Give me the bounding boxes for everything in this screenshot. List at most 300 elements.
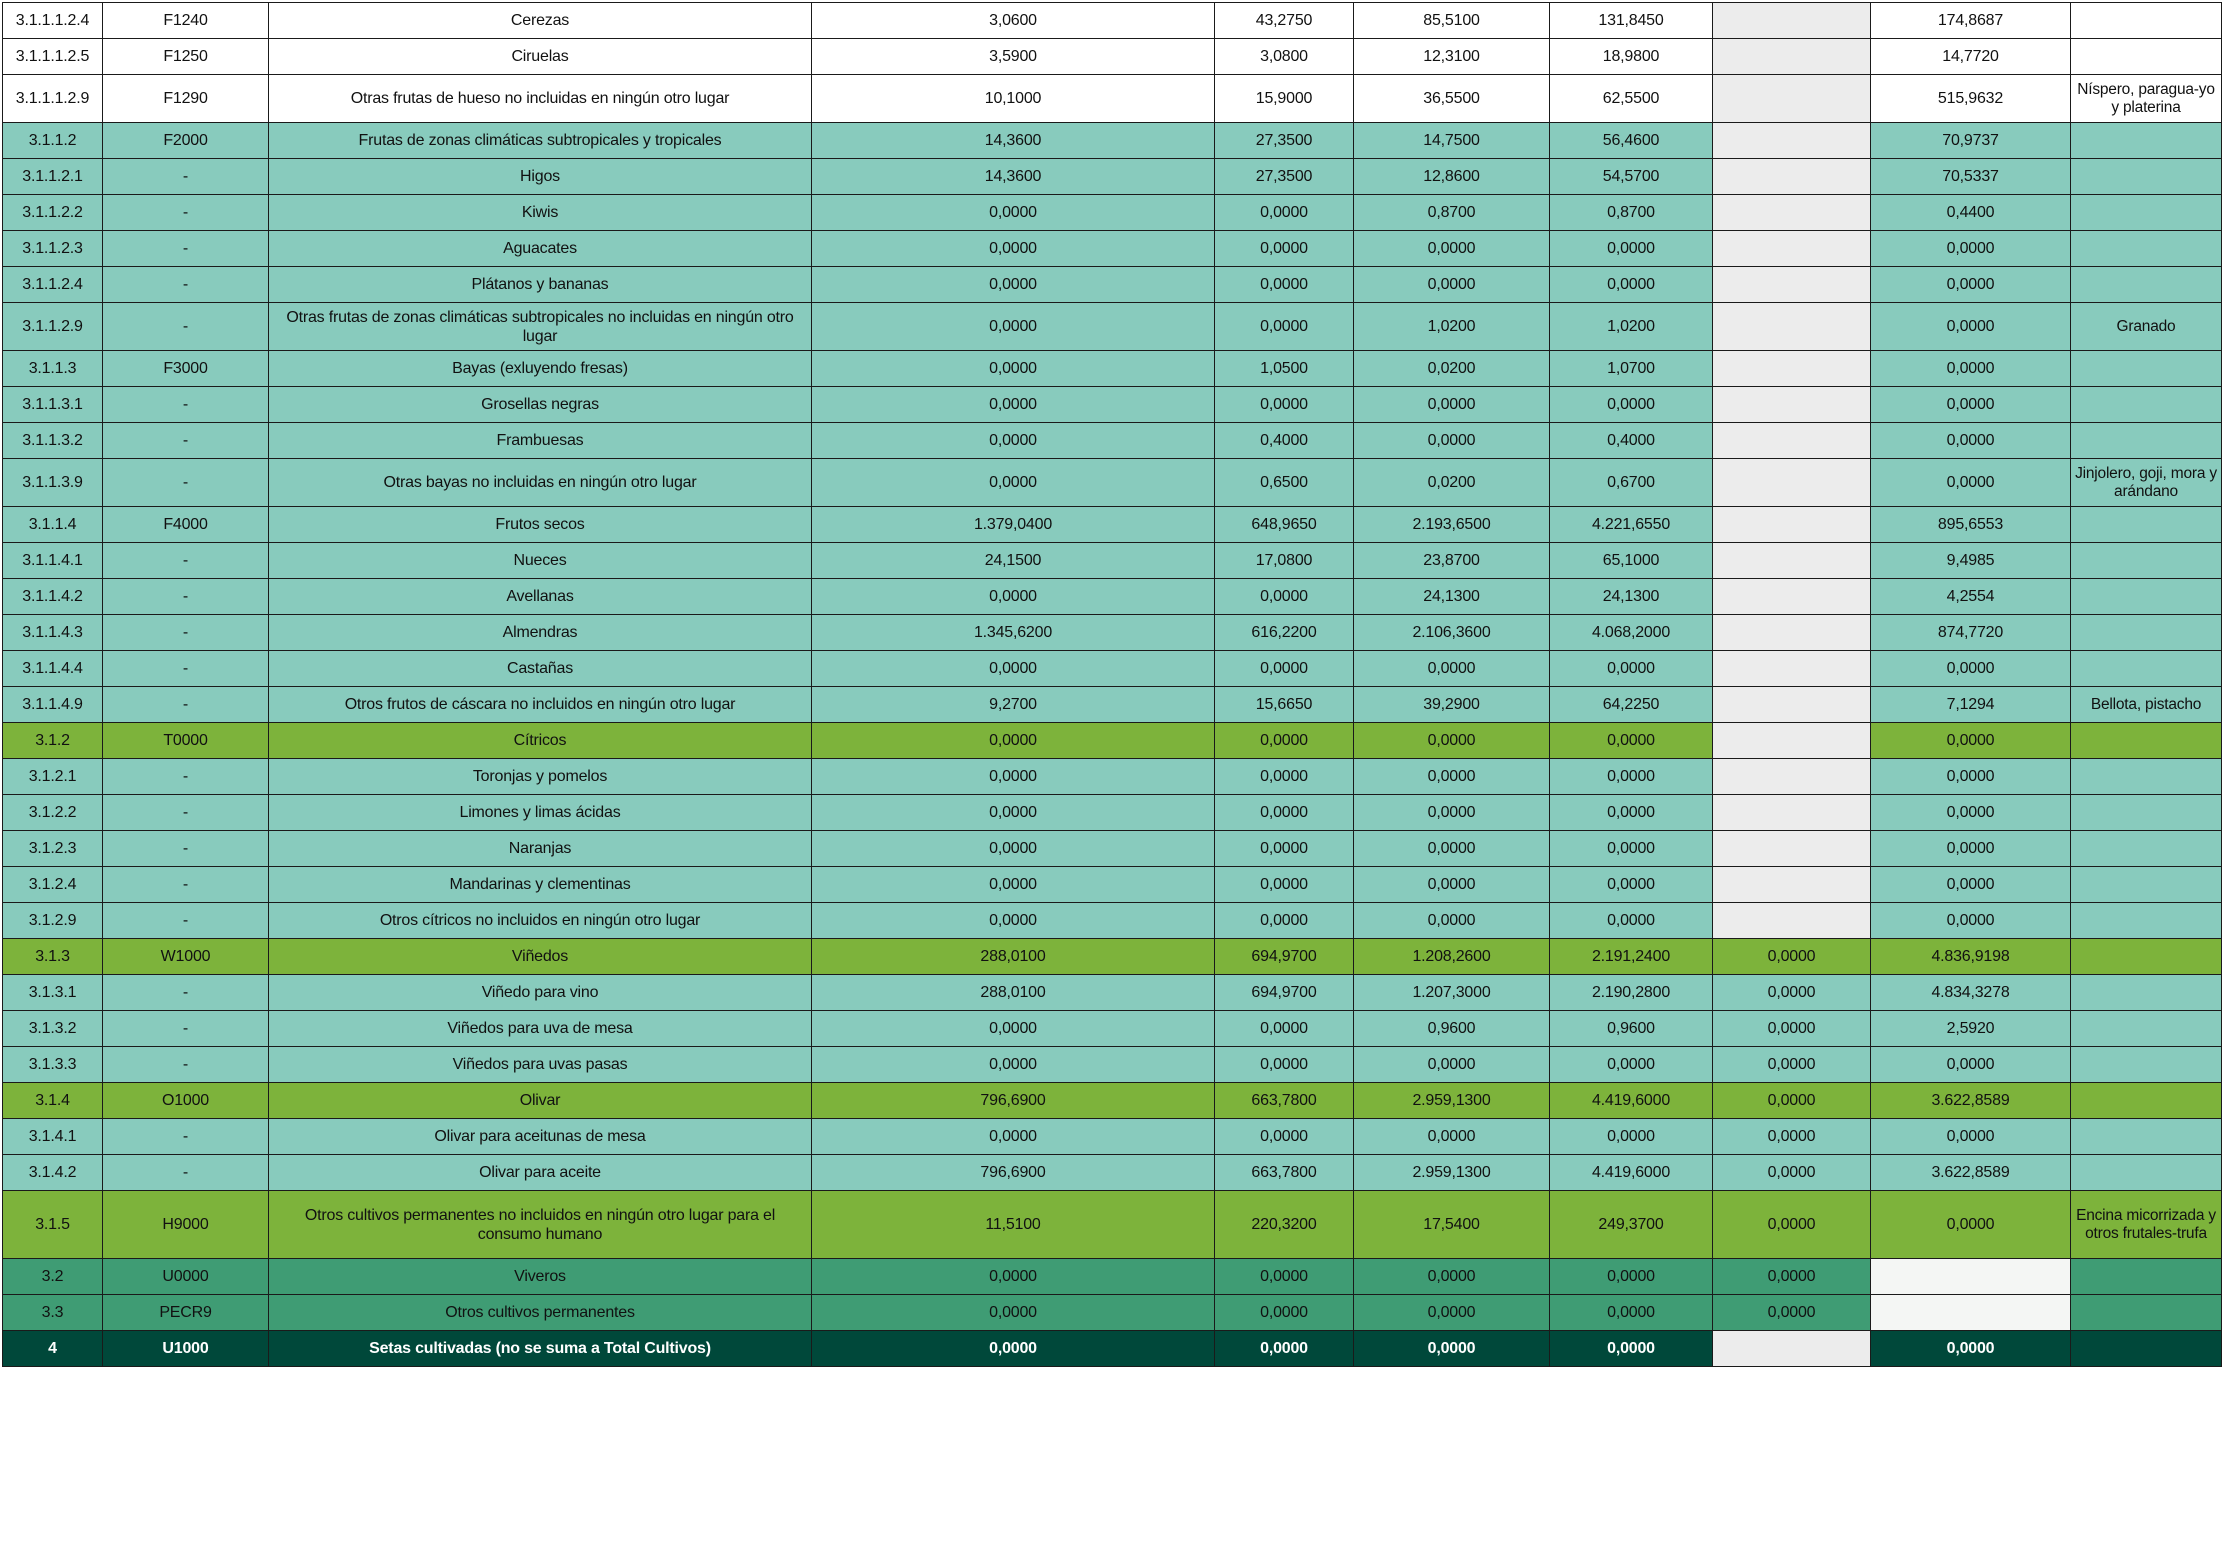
code-cell: 3.1.1.2.2 [3, 195, 103, 231]
observations-cell [2071, 543, 2222, 579]
table-row [3, 831, 2222, 867]
value-col-5-cell [1713, 759, 1871, 795]
value-col-4-cell: 1,0700 [1550, 351, 1713, 387]
table-row [3, 459, 2222, 507]
value-col-3-cell: 0,0000 [1354, 723, 1550, 759]
value-col-3-cell: 0,0000 [1354, 1259, 1550, 1295]
value-col-5-cell: 0,0000 [1713, 1047, 1871, 1083]
value-col-5-cell [1713, 75, 1871, 123]
description-cell: Cerezas [269, 3, 812, 39]
value-col-5-cell [1713, 423, 1871, 459]
value-col-6-cell: 874,7720 [1871, 615, 2071, 651]
value-col-1-cell: 0,0000 [812, 423, 1215, 459]
value-col-6-cell: 4.834,3278 [1871, 975, 2071, 1011]
value-col-2-cell: 0,0000 [1215, 1047, 1354, 1083]
description-cell: Plátanos y bananas [269, 267, 812, 303]
description-cell: Otras bayas no incluidas en ningún otro lugar [269, 459, 812, 507]
table-row [3, 387, 2222, 423]
description-cell: Avellanas [269, 579, 812, 615]
value-col-3-cell: 0,0200 [1354, 459, 1550, 507]
observations-cell [2071, 1119, 2222, 1155]
code-cell: 3.1.4.1 [3, 1119, 103, 1155]
code-cell: 3.1.2.2 [3, 795, 103, 831]
table-row [3, 1083, 2222, 1119]
description-cell: Higos [269, 159, 812, 195]
description-cell: Otras frutas de zonas climáticas subtropicales no incluidas en ningún otro lugar [269, 303, 812, 351]
observations-cell [2071, 975, 2222, 1011]
value-col-4-cell: 0,0000 [1550, 831, 1713, 867]
reference-cell: F4000 [103, 507, 269, 543]
reference-cell: H9000 [103, 1191, 269, 1259]
table-row [3, 723, 2222, 759]
value-col-6-cell: 0,0000 [1871, 387, 2071, 423]
value-col-3-cell: 39,2900 [1354, 687, 1550, 723]
value-col-2-cell: 3,0800 [1215, 39, 1354, 75]
value-col-2-cell: 0,0000 [1215, 1259, 1354, 1295]
value-col-2-cell: 694,9700 [1215, 975, 1354, 1011]
value-col-2-cell: 0,0000 [1215, 831, 1354, 867]
table-row [3, 1331, 2222, 1367]
code-cell: 3.1.1.3 [3, 351, 103, 387]
value-col-1-cell: 0,0000 [812, 1011, 1215, 1047]
reference-cell: PECR9 [103, 1295, 269, 1331]
code-cell: 3.1.1.3.2 [3, 423, 103, 459]
value-col-1-cell: 1.345,6200 [812, 615, 1215, 651]
table-row [3, 507, 2222, 543]
description-cell: Otros cítricos no incluidos en ningún otro lugar [269, 903, 812, 939]
reference-cell: - [103, 579, 269, 615]
observations-cell [2071, 39, 2222, 75]
value-col-6-cell [1871, 1259, 2071, 1295]
code-cell: 3.1.1.2.1 [3, 159, 103, 195]
value-col-6-cell: 0,0000 [1871, 351, 2071, 387]
description-cell: Setas cultivadas (no se suma a Total Cultivos) [269, 1331, 812, 1367]
observations-cell [2071, 579, 2222, 615]
table-row [3, 1047, 2222, 1083]
value-col-1-cell: 0,0000 [812, 831, 1215, 867]
value-col-5-cell [1713, 723, 1871, 759]
value-col-6-cell: 0,0000 [1871, 1331, 2071, 1367]
table-row [3, 579, 2222, 615]
value-col-6-cell: 70,9737 [1871, 123, 2071, 159]
code-cell: 3.1.1.2.4 [3, 267, 103, 303]
value-col-1-cell: 0,0000 [812, 195, 1215, 231]
description-cell: Otros frutos de cáscara no incluidos en ningún otro lugar [269, 687, 812, 723]
value-col-5-cell [1713, 195, 1871, 231]
table-row [3, 1155, 2222, 1191]
code-cell: 3.1.4.2 [3, 1155, 103, 1191]
value-col-1-cell: 0,0000 [812, 723, 1215, 759]
value-col-2-cell: 0,0000 [1215, 231, 1354, 267]
value-col-2-cell: 0,0000 [1215, 387, 1354, 423]
value-col-1-cell: 1.379,0400 [812, 507, 1215, 543]
table-row [3, 759, 2222, 795]
value-col-5-cell [1713, 1331, 1871, 1367]
observations-cell [2071, 1295, 2222, 1331]
value-col-3-cell: 2.106,3600 [1354, 615, 1550, 651]
table-row [3, 75, 2222, 123]
value-col-2-cell: 0,0000 [1215, 903, 1354, 939]
observations-cell [2071, 795, 2222, 831]
value-col-1-cell: 0,0000 [812, 459, 1215, 507]
reference-cell: F1290 [103, 75, 269, 123]
observations-cell: Bellota, pistacho [2071, 687, 2222, 723]
reference-cell: - [103, 543, 269, 579]
value-col-3-cell: 1.207,3000 [1354, 975, 1550, 1011]
value-col-3-cell: 2.193,6500 [1354, 507, 1550, 543]
value-col-4-cell: 0,0000 [1550, 231, 1713, 267]
value-col-1-cell: 0,0000 [812, 759, 1215, 795]
value-col-5-cell [1713, 123, 1871, 159]
observations-cell [2071, 1083, 2222, 1119]
value-col-5-cell: 0,0000 [1713, 1011, 1871, 1047]
value-col-4-cell: 0,0000 [1550, 387, 1713, 423]
value-col-1-cell: 0,0000 [812, 267, 1215, 303]
table-row [3, 615, 2222, 651]
table-row [3, 267, 2222, 303]
value-col-5-cell: 0,0000 [1713, 1259, 1871, 1295]
value-col-6-cell: 0,0000 [1871, 423, 2071, 459]
value-col-2-cell: 0,0000 [1215, 759, 1354, 795]
observations-cell [2071, 903, 2222, 939]
value-col-1-cell: 0,0000 [812, 303, 1215, 351]
reference-cell: F2000 [103, 123, 269, 159]
value-col-5-cell: 0,0000 [1713, 1083, 1871, 1119]
value-col-5-cell: 0,0000 [1713, 1155, 1871, 1191]
description-cell: Viñedos para uva de mesa [269, 1011, 812, 1047]
value-col-6-cell: 0,0000 [1871, 1191, 2071, 1259]
reference-cell: - [103, 267, 269, 303]
value-col-4-cell: 4.419,6000 [1550, 1083, 1713, 1119]
reference-cell: - [103, 903, 269, 939]
value-col-6-cell: 895,6553 [1871, 507, 2071, 543]
value-col-2-cell: 27,3500 [1215, 123, 1354, 159]
value-col-5-cell [1713, 651, 1871, 687]
value-col-5-cell [1713, 507, 1871, 543]
observations-cell [2071, 159, 2222, 195]
description-cell: Viñedos [269, 939, 812, 975]
table-row [3, 903, 2222, 939]
value-col-3-cell: 0,0000 [1354, 1047, 1550, 1083]
observations-cell [2071, 195, 2222, 231]
value-col-1-cell: 0,0000 [812, 351, 1215, 387]
value-col-3-cell: 0,0000 [1354, 1331, 1550, 1367]
observations-cell: Jinjolero, goji, mora y arándano [2071, 459, 2222, 507]
value-col-3-cell: 24,1300 [1354, 579, 1550, 615]
value-col-2-cell: 0,0000 [1215, 1295, 1354, 1331]
value-col-5-cell: 0,0000 [1713, 939, 1871, 975]
value-col-3-cell: 0,0000 [1354, 387, 1550, 423]
value-col-4-cell: 0,0000 [1550, 723, 1713, 759]
value-col-5-cell: 0,0000 [1713, 1191, 1871, 1259]
code-cell: 3.1.3.2 [3, 1011, 103, 1047]
value-col-1-cell: 0,0000 [812, 231, 1215, 267]
value-col-3-cell: 1,0200 [1354, 303, 1550, 351]
value-col-4-cell: 62,5500 [1550, 75, 1713, 123]
observations-cell [2071, 231, 2222, 267]
value-col-6-cell: 0,4400 [1871, 195, 2071, 231]
value-col-5-cell [1713, 615, 1871, 651]
value-col-2-cell: 27,3500 [1215, 159, 1354, 195]
observations-cell: Encina micorrizada y otros frutales-trufa [2071, 1191, 2222, 1259]
table-row [3, 159, 2222, 195]
observations-cell [2071, 1259, 2222, 1295]
description-cell: Frutos secos [269, 507, 812, 543]
value-col-3-cell: 14,7500 [1354, 123, 1550, 159]
value-col-1-cell: 796,6900 [812, 1155, 1215, 1191]
description-cell: Otros cultivos permanentes [269, 1295, 812, 1331]
value-col-1-cell: 0,0000 [812, 1119, 1215, 1155]
value-col-5-cell [1713, 795, 1871, 831]
code-cell: 3.1.2.4 [3, 867, 103, 903]
observations-cell [2071, 831, 2222, 867]
code-cell: 3.1.1.3.1 [3, 387, 103, 423]
value-col-6-cell: 0,0000 [1871, 267, 2071, 303]
observations-cell [2071, 1155, 2222, 1191]
value-col-3-cell: 0,0000 [1354, 903, 1550, 939]
value-col-3-cell: 36,5500 [1354, 75, 1550, 123]
value-col-6-cell: 3.622,8589 [1871, 1155, 2071, 1191]
reference-cell: - [103, 867, 269, 903]
value-col-2-cell: 0,0000 [1215, 303, 1354, 351]
description-cell: Limones y limas ácidas [269, 795, 812, 831]
value-col-6-cell: 0,0000 [1871, 759, 2071, 795]
table-row [3, 975, 2222, 1011]
value-col-3-cell: 0,0000 [1354, 795, 1550, 831]
value-col-4-cell: 0,0000 [1550, 267, 1713, 303]
value-col-1-cell: 3,0600 [812, 3, 1215, 39]
value-col-3-cell: 2.959,1300 [1354, 1083, 1550, 1119]
value-col-6-cell: 0,0000 [1871, 903, 2071, 939]
observations-cell [2071, 939, 2222, 975]
observations-cell: Granado [2071, 303, 2222, 351]
value-col-4-cell: 0,0000 [1550, 1047, 1713, 1083]
value-col-6-cell: 0,0000 [1871, 795, 2071, 831]
observations-cell [2071, 423, 2222, 459]
code-cell: 3.1.1.2 [3, 123, 103, 159]
value-col-4-cell: 0,0000 [1550, 1119, 1713, 1155]
reference-cell: - [103, 795, 269, 831]
code-cell: 3.1.4 [3, 1083, 103, 1119]
value-col-2-cell: 0,0000 [1215, 1011, 1354, 1047]
description-cell: Viñedo para vino [269, 975, 812, 1011]
reference-cell: - [103, 423, 269, 459]
table-row [3, 1011, 2222, 1047]
value-col-5-cell: 0,0000 [1713, 1119, 1871, 1155]
table-row [3, 39, 2222, 75]
value-col-6-cell: 0,0000 [1871, 1119, 2071, 1155]
code-cell: 3.1.1.2.9 [3, 303, 103, 351]
value-col-6-cell: 3.622,8589 [1871, 1083, 2071, 1119]
value-col-1-cell: 0,0000 [812, 387, 1215, 423]
value-col-6-cell: 0,0000 [1871, 303, 2071, 351]
value-col-1-cell: 11,5100 [812, 1191, 1215, 1259]
code-cell: 3.1.1.2.3 [3, 231, 103, 267]
code-cell: 3.1.5 [3, 1191, 103, 1259]
value-col-3-cell: 2.959,1300 [1354, 1155, 1550, 1191]
description-cell: Almendras [269, 615, 812, 651]
value-col-6-cell: 174,8687 [1871, 3, 2071, 39]
value-col-4-cell: 0,0000 [1550, 1295, 1713, 1331]
reference-cell: - [103, 231, 269, 267]
value-col-4-cell: 0,0000 [1550, 651, 1713, 687]
value-col-6-cell: 0,0000 [1871, 867, 2071, 903]
reference-cell: - [103, 1011, 269, 1047]
value-col-5-cell [1713, 303, 1871, 351]
value-col-3-cell: 0,0000 [1354, 1119, 1550, 1155]
description-cell: Toronjas y pomelos [269, 759, 812, 795]
table-row [3, 423, 2222, 459]
value-col-5-cell [1713, 3, 1871, 39]
reference-cell: - [103, 1119, 269, 1155]
table-row [3, 351, 2222, 387]
reference-cell: - [103, 387, 269, 423]
value-col-4-cell: 0,0000 [1550, 1259, 1713, 1295]
description-cell: Frutas de zonas climáticas subtropicales y tropicales [269, 123, 812, 159]
table-row [3, 795, 2222, 831]
observations-cell: Níspero, paragua-yo y platerina [2071, 75, 2222, 123]
value-col-1-cell: 24,1500 [812, 543, 1215, 579]
value-col-1-cell: 796,6900 [812, 1083, 1215, 1119]
reference-cell: - [103, 159, 269, 195]
observations-cell [2071, 759, 2222, 795]
table-row [3, 687, 2222, 723]
description-cell: Nueces [269, 543, 812, 579]
value-col-4-cell: 2.191,2400 [1550, 939, 1713, 975]
reference-cell: - [103, 1155, 269, 1191]
reference-cell: - [103, 651, 269, 687]
observations-cell [2071, 1047, 2222, 1083]
value-col-2-cell: 0,0000 [1215, 1119, 1354, 1155]
value-col-2-cell: 220,3200 [1215, 1191, 1354, 1259]
table-row [3, 867, 2222, 903]
value-col-5-cell [1713, 831, 1871, 867]
value-col-5-cell [1713, 387, 1871, 423]
reference-cell: W1000 [103, 939, 269, 975]
value-col-4-cell: 18,9800 [1550, 39, 1713, 75]
value-col-4-cell: 4.068,2000 [1550, 615, 1713, 651]
value-col-1-cell: 0,0000 [812, 903, 1215, 939]
description-cell: Otras frutas de hueso no incluidas en ningún otro lugar [269, 75, 812, 123]
value-col-4-cell: 0,0000 [1550, 795, 1713, 831]
reference-cell: - [103, 759, 269, 795]
value-col-3-cell: 12,8600 [1354, 159, 1550, 195]
reference-cell: F3000 [103, 351, 269, 387]
value-col-6-cell: 9,4985 [1871, 543, 2071, 579]
description-cell: Kiwis [269, 195, 812, 231]
table-row [3, 651, 2222, 687]
code-cell: 3.1.1.1.2.4 [3, 3, 103, 39]
observations-cell [2071, 507, 2222, 543]
description-cell: Mandarinas y clementinas [269, 867, 812, 903]
value-col-1-cell: 0,0000 [812, 867, 1215, 903]
description-cell: Frambuesas [269, 423, 812, 459]
reference-cell: - [103, 975, 269, 1011]
value-col-6-cell: 2,5920 [1871, 1011, 2071, 1047]
table-row [3, 303, 2222, 351]
table-row [3, 3, 2222, 39]
value-col-4-cell: 1,0200 [1550, 303, 1713, 351]
value-col-3-cell: 23,8700 [1354, 543, 1550, 579]
reference-cell: - [103, 303, 269, 351]
reference-cell: U1000 [103, 1331, 269, 1367]
value-col-5-cell [1713, 543, 1871, 579]
value-col-4-cell: 54,5700 [1550, 159, 1713, 195]
value-col-2-cell: 0,0000 [1215, 195, 1354, 231]
value-col-3-cell: 0,0000 [1354, 231, 1550, 267]
value-col-6-cell: 70,5337 [1871, 159, 2071, 195]
value-col-5-cell [1713, 903, 1871, 939]
description-cell: Ciruelas [269, 39, 812, 75]
value-col-4-cell: 4.419,6000 [1550, 1155, 1713, 1191]
code-cell: 3.1.2.9 [3, 903, 103, 939]
value-col-6-cell: 0,0000 [1871, 651, 2071, 687]
value-col-6-cell: 0,0000 [1871, 231, 2071, 267]
value-col-6-cell: 4.836,9198 [1871, 939, 2071, 975]
code-cell: 3.1.1.4 [3, 507, 103, 543]
value-col-1-cell: 0,0000 [812, 579, 1215, 615]
value-col-4-cell: 2.190,2800 [1550, 975, 1713, 1011]
value-col-4-cell: 0,0000 [1550, 903, 1713, 939]
observations-cell [2071, 1331, 2222, 1367]
table-body [3, 3, 2222, 1367]
description-cell: Cítricos [269, 723, 812, 759]
code-cell: 3.1.3.3 [3, 1047, 103, 1083]
description-cell: Naranjas [269, 831, 812, 867]
table-row [3, 1191, 2222, 1259]
reference-cell: - [103, 459, 269, 507]
value-col-3-cell: 0,0000 [1354, 423, 1550, 459]
code-cell: 3.1.3.1 [3, 975, 103, 1011]
observations-cell [2071, 3, 2222, 39]
value-col-2-cell: 663,7800 [1215, 1155, 1354, 1191]
value-col-5-cell [1713, 351, 1871, 387]
value-col-2-cell: 15,9000 [1215, 75, 1354, 123]
reference-cell: U0000 [103, 1259, 269, 1295]
description-cell: Olivar [269, 1083, 812, 1119]
description-cell: Olivar para aceitunas de mesa [269, 1119, 812, 1155]
value-col-6-cell: 515,9632 [1871, 75, 2071, 123]
value-col-5-cell [1713, 39, 1871, 75]
value-col-3-cell: 0,0000 [1354, 267, 1550, 303]
table-row [3, 1119, 2222, 1155]
value-col-5-cell [1713, 459, 1871, 507]
description-cell: Castañas [269, 651, 812, 687]
code-cell: 3.1.1.1.2.5 [3, 39, 103, 75]
value-col-4-cell: 0,6700 [1550, 459, 1713, 507]
description-cell: Grosellas negras [269, 387, 812, 423]
value-col-4-cell: 131,8450 [1550, 3, 1713, 39]
value-col-6-cell: 0,0000 [1871, 1047, 2071, 1083]
reference-cell: - [103, 195, 269, 231]
value-col-2-cell: 0,0000 [1215, 651, 1354, 687]
description-cell: Aguacates [269, 231, 812, 267]
value-col-4-cell: 0,4000 [1550, 423, 1713, 459]
observations-cell [2071, 123, 2222, 159]
value-col-2-cell: 0,6500 [1215, 459, 1354, 507]
value-col-1-cell: 0,0000 [812, 651, 1215, 687]
reference-cell: - [103, 831, 269, 867]
value-col-4-cell: 0,9600 [1550, 1011, 1713, 1047]
value-col-4-cell: 4.221,6550 [1550, 507, 1713, 543]
value-col-3-cell: 85,5100 [1354, 3, 1550, 39]
value-col-5-cell [1713, 579, 1871, 615]
value-col-3-cell: 0,0000 [1354, 1295, 1550, 1331]
value-col-1-cell: 0,0000 [812, 1331, 1215, 1367]
code-cell: 3.3 [3, 1295, 103, 1331]
value-col-1-cell: 9,2700 [812, 687, 1215, 723]
value-col-6-cell: 7,1294 [1871, 687, 2071, 723]
